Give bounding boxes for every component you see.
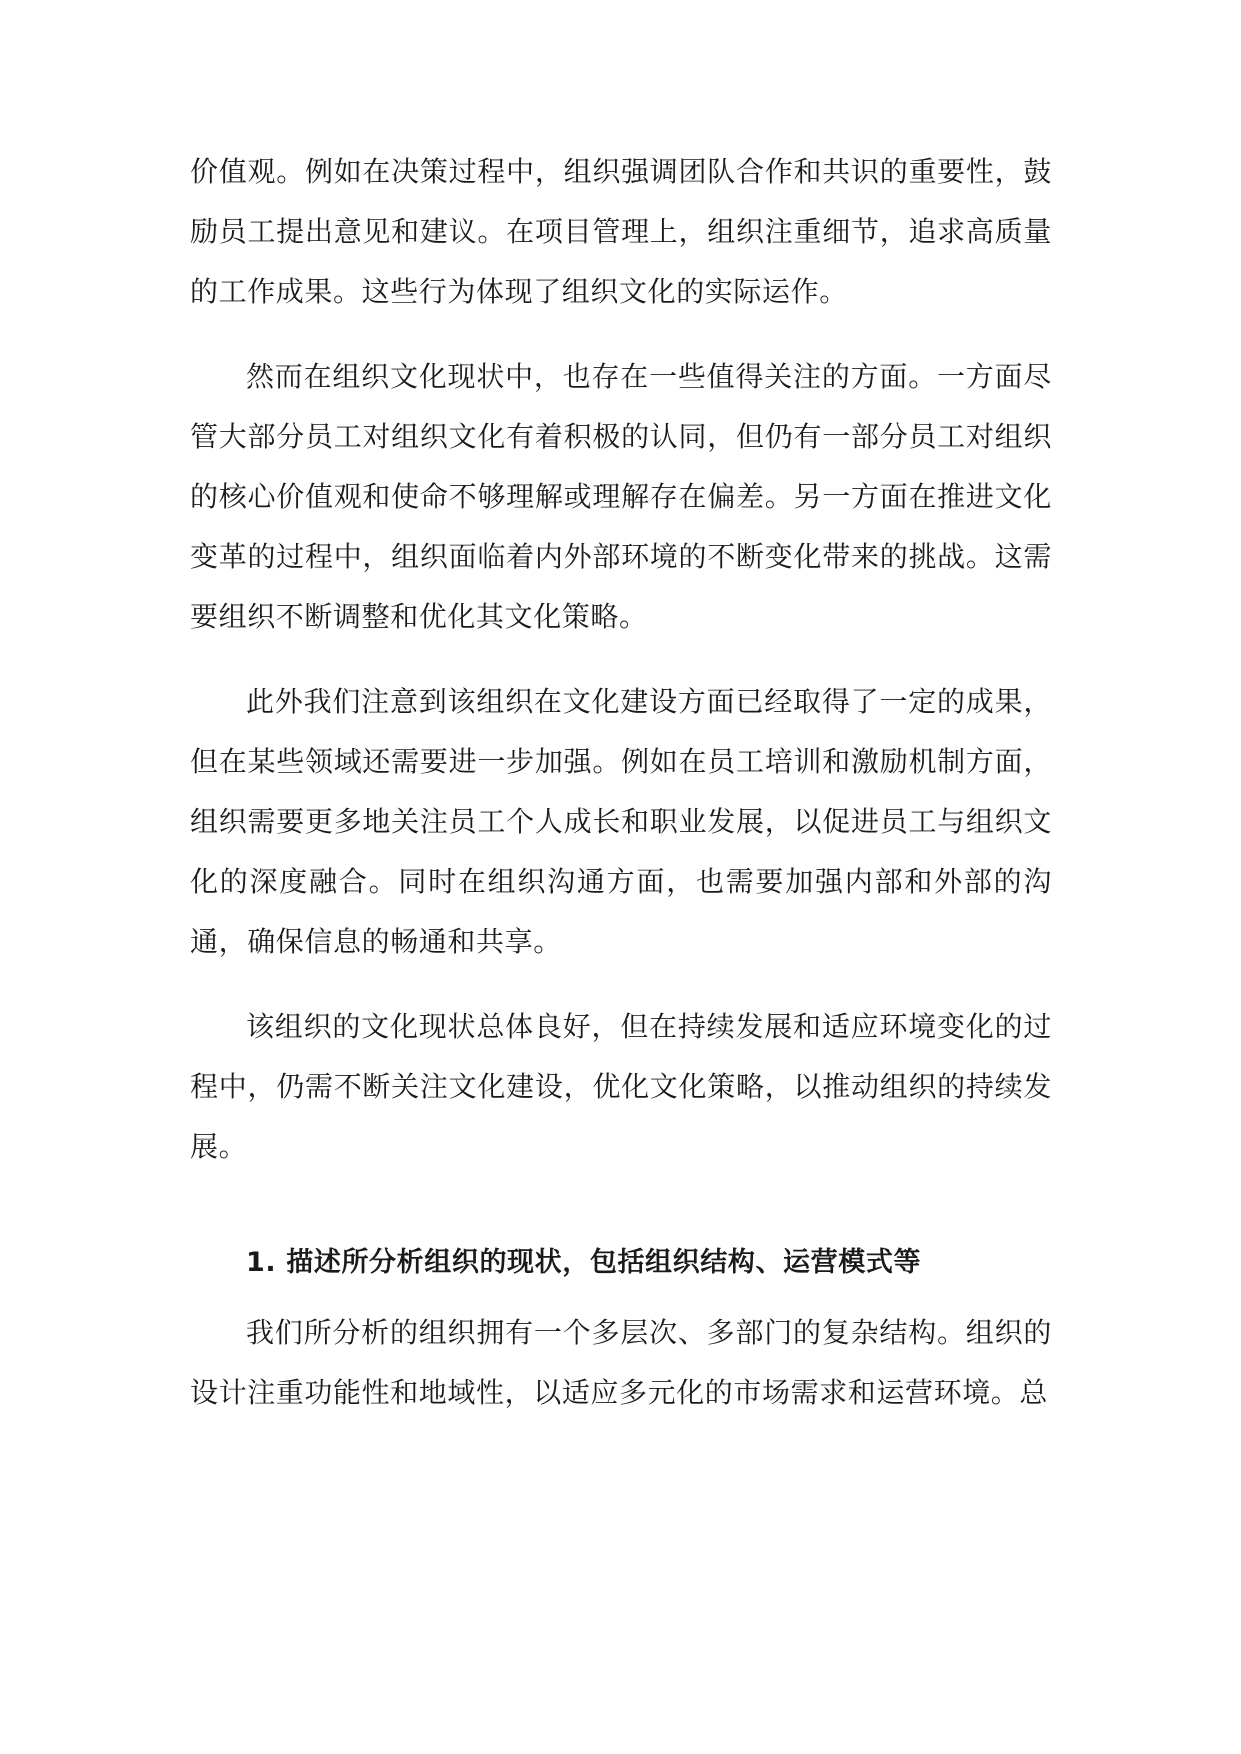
paragraph-1: 价值观。例如在决策过程中，组织强调团队合作和共识的重要性，鼓励员工提出意见和建议。在项目管理上，组织注重细节，追求高质量的工作成果。这些行为体现了组织文化的实际运作。 [190,155,1052,308]
paragraph-4: 该组织的文化现状总体良好，但在持续发展和适应环境变化的过程中，仍需不断关注文化建设，优化文化策略，以推动组织的持续发展。 [190,1010,1052,1163]
section-heading: 1. 描述所分析组织的现状，包括组织结构、运营模式等 [246,1247,922,1278]
paragraph-2: 然而在组织文化现状中，也存在一些值得关注的方面。一方面尽管大部分员工对组织文化有着积极的认同，但仍有一部分员工对组织的核心价值观和使命不够理解或理解存在偏差。另一方面在推进文化变革的过程中，组织面临着内外部环境的不断变化带来的挑战。这需要组织不断调整和优化其文化策略。 [190,360,1052,633]
section-paragraph: 我们所分析的组织拥有一个多层次、多部门的复杂结构。组织的设计注重功能性和地域性，以适应多元化的市场需求和运营环境。总 [190,1316,1052,1409]
paragraph-3: 此外我们注意到该组织在文化建设方面已经取得了一定的成果，但在某些领域还需要进一步加强。例如在员工培训和激励机制方面，组织需要更多地关注员工个人成长和职业发展，以促进员工与组织文化的深度融合。同时在组织沟通方面，也需要加强内部和外部的沟通，确保信息的畅通和共享。 [190,685,1052,958]
document-body [190,142,1052,1423]
